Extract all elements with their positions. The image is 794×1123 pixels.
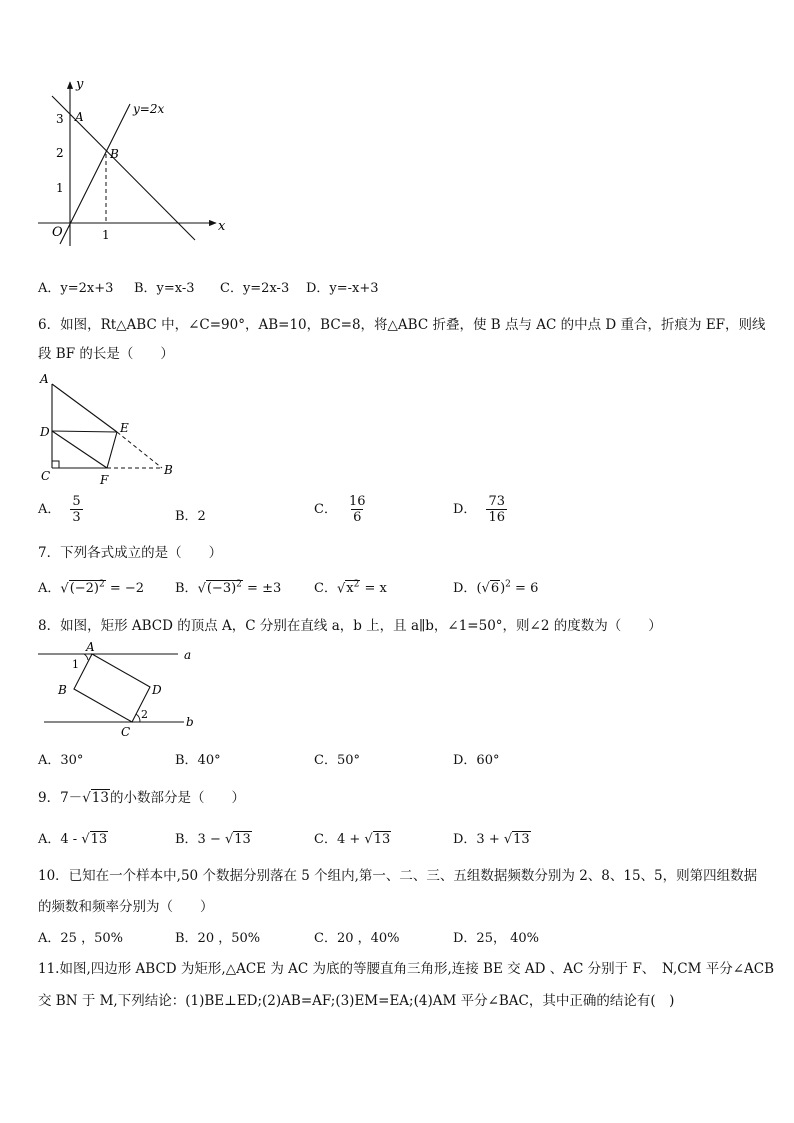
- q8-option-d: D．60°: [453, 753, 500, 768]
- q10-option-a: A．25 ，50%: [38, 931, 123, 946]
- q5-option-a: A．y=2x+3: [38, 281, 114, 296]
- q7-option-a: A．$√(-2)^2 = -2$: [38, 579, 145, 596]
- q6-label-e: E: [120, 421, 129, 435]
- tick-x-1: 1: [102, 228, 110, 242]
- q9-option-a: A．4 - √13: [38, 832, 108, 847]
- q11-stem-line1: 11.如图,四边形 ABCD 为矩形,△ACE 为 AC 为底的等腰直角三角形,连接 BE 交 AD 、AC 分别于 F、 N,CM 平分∠ACB: [38, 961, 775, 977]
- q9-option-c: C．4 + √13: [314, 832, 391, 847]
- q6-label-f: F: [100, 473, 109, 487]
- q8-option-c: C．50°: [314, 753, 360, 768]
- q11-stem-line2: 交 BN 于 M,下列结论：(1)BE⊥ED;(2)AB=AF;(3)EM=EA;(4)AM 平分∠BAC，其中正确的结论有( ): [38, 993, 675, 1009]
- label-point-a: A: [75, 110, 84, 124]
- tick-y-1: 1: [56, 181, 64, 195]
- q10-stem-line1: 10．已知在一个样本中,50 个数据分别落在 5 个组内,第一、二、三、五组数据频数分别为 2、8、15、5，则第四组数据: [38, 868, 758, 884]
- q7-stem: 7．下列各式成立的是（ ）: [38, 545, 223, 561]
- label-point-b: B: [110, 147, 119, 161]
- q7-option-c: C．$√x^2 = x$: [314, 579, 387, 596]
- q5-option-c: C．y=2x-3: [220, 281, 290, 296]
- q9-stem: 9．7－√13的小数部分是（ ）: [38, 790, 245, 806]
- q8-label-c: C: [121, 725, 131, 739]
- label-y-axis: y: [76, 77, 84, 92]
- q10-option-d: D．25， 40%: [453, 931, 539, 946]
- tick-y-2: 2: [56, 146, 64, 160]
- q6-stem-line1: 6．如图，Rt△ABC 中，∠C=90°，AB=10，BC=8，将△ABC 折叠，使 B 点与 AC 的中点 D 重合，折痕为 EF，则线: [38, 317, 766, 333]
- q10-stem-line2: 的频数和频率分别为（ ）: [38, 899, 214, 915]
- q6-label-c: C: [41, 469, 51, 483]
- q8-label-line-a: a: [184, 648, 192, 662]
- q10-option-b: B．20 ，50%: [175, 931, 261, 946]
- q8-option-a: A．30°: [38, 753, 84, 768]
- q6-label-d: D: [40, 425, 50, 439]
- q5-coordinate-graph: [30, 76, 240, 248]
- q8-label-b: B: [58, 683, 67, 697]
- q8-label-a: A: [86, 640, 95, 654]
- q8-label-line-b: b: [186, 715, 194, 729]
- q8-label-angle-2: 2: [141, 708, 148, 721]
- q8-stem: 8．如图，矩形 ABCD 的顶点 A，C 分别在直线 a，b 上，且 a∥b，∠1=50°，则∠2 的度数为（ ）: [38, 618, 662, 634]
- q10-option-c: C．20 ，40%: [314, 931, 400, 946]
- q6-stem-line2: 段 BF 的长是（ ）: [38, 346, 174, 362]
- q5-option-b: B．y=x-3: [134, 281, 195, 296]
- tick-y-3: 3: [56, 112, 64, 126]
- q6-option-c: C． $\frac{16}{6}$: [314, 494, 366, 525]
- q8-figure: [36, 640, 206, 740]
- q6-label-a: A: [40, 372, 49, 386]
- q7-option-d: D．$(√6)^2 = 6$: [453, 579, 539, 596]
- q8-label-d: D: [152, 683, 162, 697]
- q6-option-d: D． $\frac{73}{16}$: [453, 494, 505, 525]
- label-x-axis: x: [218, 219, 226, 234]
- label-line-y-2x: y=2x: [133, 102, 165, 116]
- q5-option-d: D．y=-x+3: [306, 281, 379, 296]
- q8-label-angle-1: 1: [72, 658, 79, 671]
- q9-option-b: B．3 − √13: [175, 832, 251, 847]
- q6-label-b: B: [164, 463, 173, 477]
- q6-option-b: B．2: [175, 509, 206, 524]
- q7-option-b: B．$√(-3)^2 = \pm 3$: [175, 579, 282, 596]
- label-origin: O: [52, 225, 63, 240]
- q6-option-a: A． $\frac{5}{3}$: [38, 494, 81, 525]
- q9-option-d: D．3 + √13: [453, 832, 530, 847]
- q8-option-b: B．40°: [175, 753, 221, 768]
- q6-figure: [34, 370, 184, 490]
